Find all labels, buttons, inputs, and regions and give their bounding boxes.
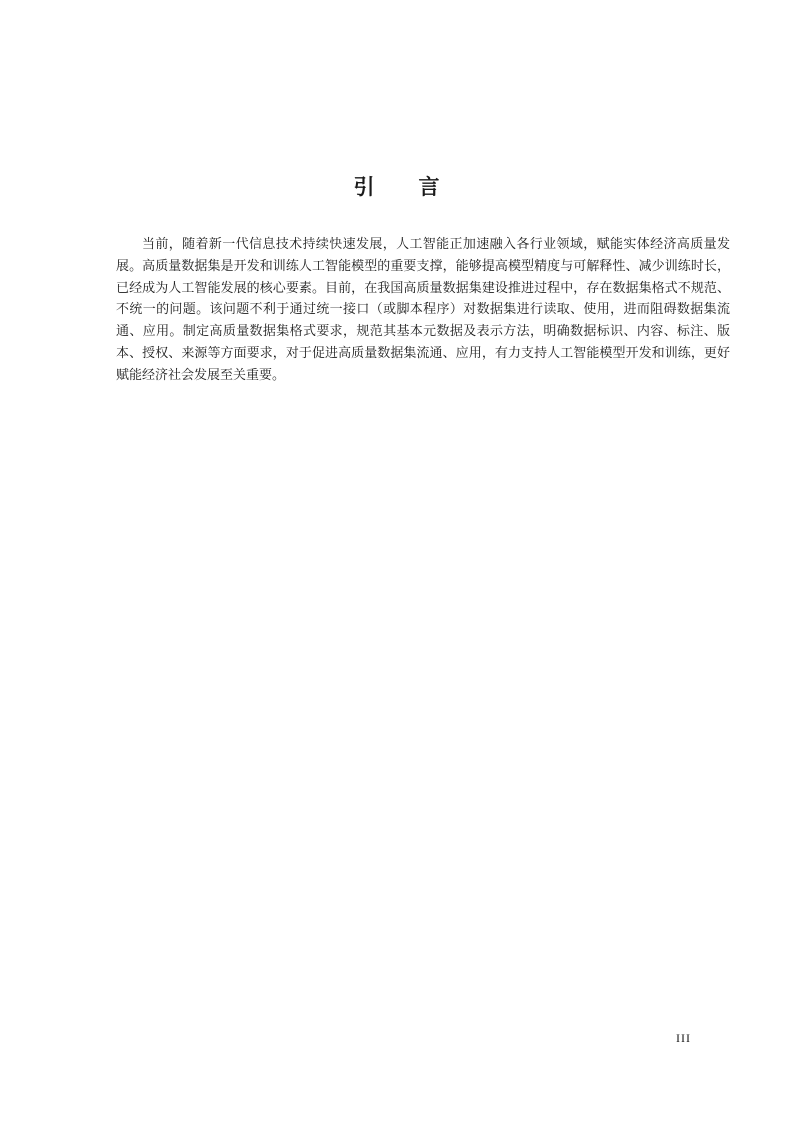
section-heading: 引言 bbox=[353, 175, 484, 199]
introduction-paragraph: 当前，随着新一代信息技术持续快速发展，人工智能正加速融入各行业领域，赋能实体经济高质量发展。高质量数据集是开发和训练人工智能模型的重要支撑，能够提高模型精度与可解释性、减少训练时长，已经成为人工智能发展的核心要素。目前，在我国高质量数据集建设推进过程中，存在数据集格式不规范、不统一的问题。该问题不利于通过统一接口（或脚本程序）对数据集进行读取、使用，进而阻碍数据集流通、应用。制定高质量数据集格式要求，规范其基本元数据及表示方法，明确数据标识、内容、标注、版本、授权、来源等方面要求，对于促进高质量数据集流通、应用，有力支持人工智能模型开发和训练，更好赋能经济社会发展至关重要。 bbox=[116, 237, 730, 383]
page-number: III bbox=[676, 1031, 691, 1045]
